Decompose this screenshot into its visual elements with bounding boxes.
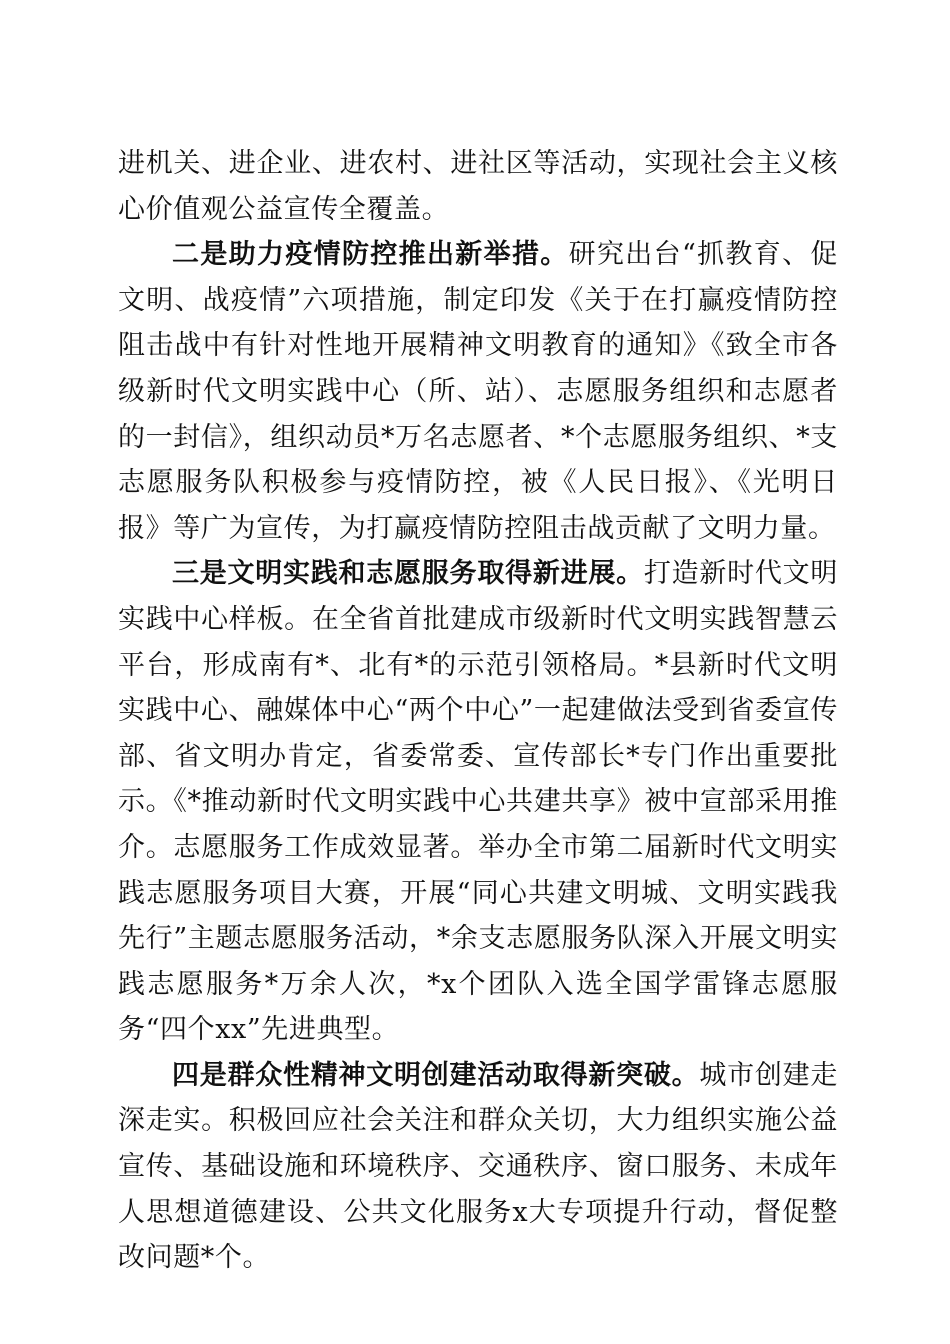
paragraph-3-text: 打造新时代文明实践中心样板。在全省首批建成市级新时代文明实践智慧云平台，形成南有*、北有*的示范引领格局。*县新时代文明实践中心、融媒体中心“两个中心”一起建做法受到省委宣传部、省文明办肯定，省委常委、宣传部长*专门作出重要批示。《*推动新时代文明实践中心共建共享》被中宣部采用推介。志愿服务工作成效显著。举办全市第二届新时代文明实践志愿服务项目大赛，开展“同心共建文明城、文明实践我先行”主题志愿服务活动，*余支志愿服务队深入开展文明实践志愿服务*万余人次，*x个团队入选全国学雷锋志愿服务“四个xx”先进典型。: [118, 558, 838, 1046]
paragraph-mass-civilization: [118, 1053, 838, 1281]
document-page: [118, 141, 838, 1281]
paragraph-2-lead: 二是助力疫情防控推出新举措。: [172, 239, 569, 271]
paragraph-epidemic-prevention: [118, 232, 838, 551]
paragraph-continuation: [118, 141, 838, 232]
paragraph-2-text: 研究出台“抓教育、促文明、战疫情”六项措施，制定印发《关于在打赢疫情防控阻击战中有针对性地开展精神文明教育的通知》《致全市各级新时代文明实践中心（所、站）、志愿服务组织和志愿者的一封信》，组织动员*万名志愿者、*个志愿服务组织、*支志愿服务队积极参与疫情防控，被《人民日报》、《光明日报》等广为宣传，为打赢疫情防控阻击战贡献了文明力量。: [118, 239, 838, 544]
paragraph-4-text: 城市创建走深走实。积极回应社会关注和群众关切，大力组织实施公益宣传、基础设施和环境秩序、交通秩序、窗口服务、未成年人思想道德建设、公共文化服务x大专项提升行动，督促整改问题*个。: [118, 1059, 838, 1274]
paragraph-1-text: 进机关、进企业、进农村、进社区等活动，实现社会主义核心价值观公益宣传全覆盖。: [118, 148, 838, 225]
paragraph-3-lead: 三是文明实践和志愿服务取得新进展。: [172, 558, 644, 590]
paragraph-civilization-practice: [118, 551, 838, 1053]
paragraph-4-lead: 四是群众性精神文明创建活动取得新突破。: [172, 1059, 700, 1091]
